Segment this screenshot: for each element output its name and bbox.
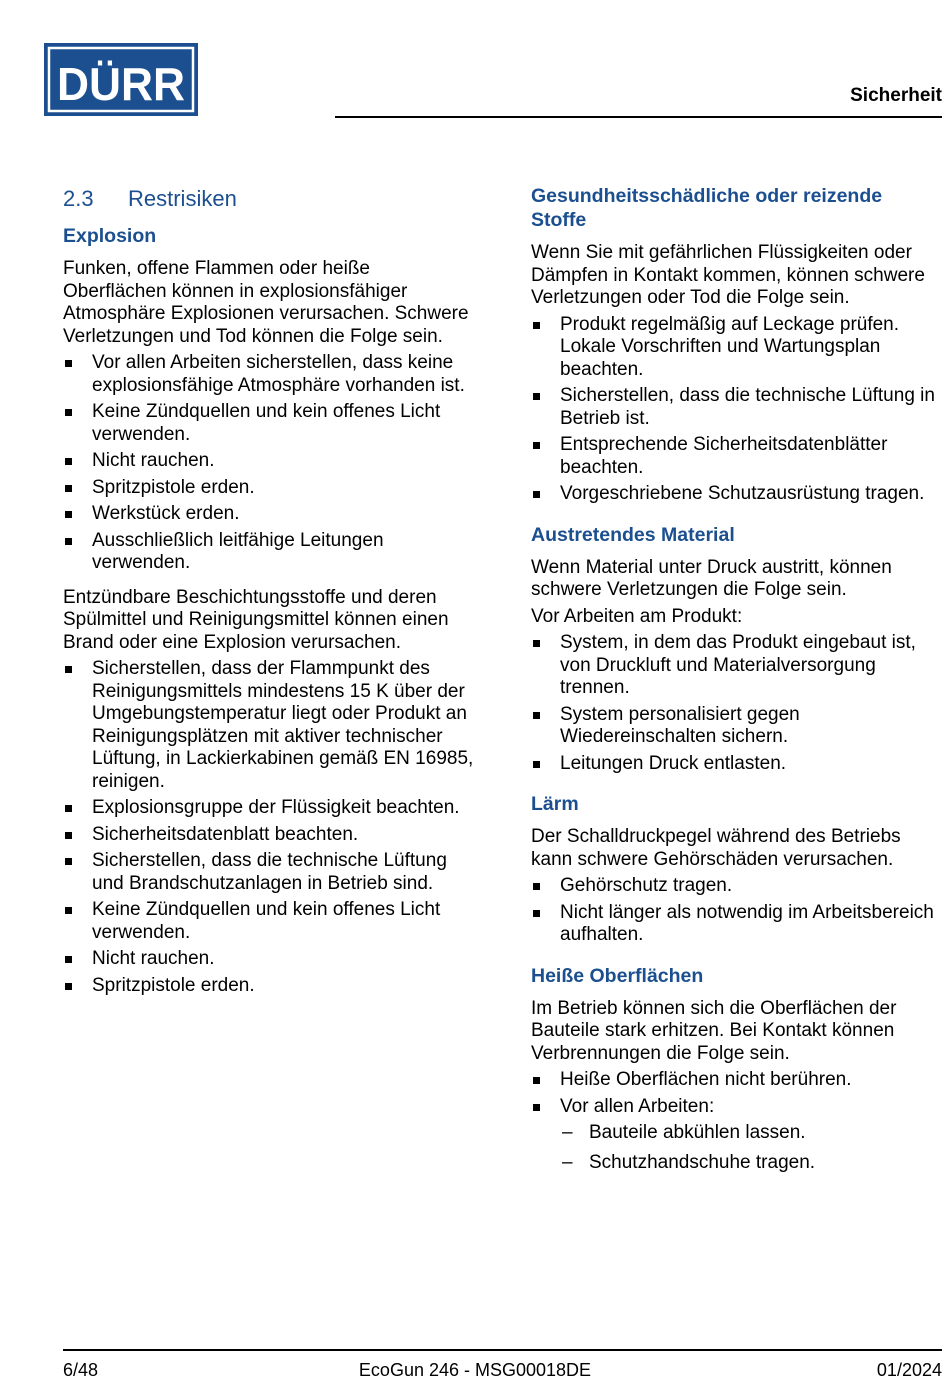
laerm-intro: Der Schalldruckpegel während des Betriebs kann schwere Gehörschäden verursachen. [531,826,901,870]
laerm-heading: Lärm [531,793,579,815]
list-item: Entsprechende Sicherheitsdatenblätter beachten. [531,434,941,479]
explosion-list [63,352,478,575]
heiss-list [531,1069,941,1118]
gesundheit-list [531,314,941,506]
list-item: Nicht rauchen. [63,948,478,971]
explosion-intro-2: Entzündbare Beschichtungsstoffe und deren Spülmittel und Reinigungsmittel können einen Brand oder eine Explosion verursachen. [63,586,449,653]
list-item: System, in dem das Produkt eingebaut ist, von Druckluft und Materialversorgung trennen. [531,632,941,700]
laerm-list [531,875,941,947]
footer-page: 6/48 [63,1360,99,1380]
list-item: Keine Zündquellen und kein offenes Licht verwenden. [63,401,478,446]
heiss-intro: Im Betrieb können sich die Oberflächen der Bauteile stark erhitzen. Bei Kontakt können Verbrennungen die Folge sein. [531,997,897,1064]
footer-date: 01/2024 [876,1360,942,1380]
gesundheit-intro: Wenn Sie mit gefährlichen Flüssigkeiten oder Dämpfen in Kontakt kommen, können schwere Verletzungen oder Tod die Folge sein. [531,242,925,308]
header-section-title: Sicherheit [850,85,942,106]
header-rule [335,116,942,118]
list-item: Nicht länger als notwendig im Arbeitsbereich aufhalten. [531,902,941,947]
list-item: Sicherstellen, dass die technische Lüftung in Betrieb ist. [531,385,941,430]
logo-text: DÜRR [57,58,185,110]
explosion-list-2 [63,658,478,997]
list-item: Spritzpistole erden. [63,477,478,500]
section-title: Restrisiken [128,186,237,211]
material-intro: Wenn Material unter Druck austritt, können schwere Verletzungen die Folge sein. [531,556,892,600]
list-item: Sicherstellen, dass die technische Lüftung und Brandschutzanlagen in Betrieb sind. [63,850,478,895]
duerr-logo [44,43,198,116]
list-item: Leitungen Druck entlasten. [531,753,941,776]
list-item: Sicherstellen, dass der Flammpunkt des Reinigungsmittels mindestens 15 K über der Umgebungstemperatur liegt oder Produkt an Reinigungsplätzen mit aktiver technischer Lüftung, in Lackierkabinen gemäß EN 16985, reinigen. [63,658,478,793]
section-number: 2.3 [63,186,94,211]
section-heading [63,184,478,214]
material-heading: Austretendes Material [531,523,735,546]
list-item: Vor allen Arbeiten sicherstellen, dass keine explosionsfähige Atmosphäre vorhanden ist. [63,352,478,397]
list-item: Heiße Oberflächen nicht berühren. [531,1069,941,1092]
list-item: Werkstück erden. [63,503,478,526]
heiss-heading: Heiße Oberflächen [531,964,704,987]
list-item: Produkt regelmäßig auf Leckage prüfen. Lokale Vorschriften und Wartungsplan beachten. [531,314,941,382]
left-column [63,184,478,1001]
list-item: Gehörschutz tragen. [531,875,941,898]
footer-rule [63,1349,942,1351]
right-column [531,184,941,1181]
list-item: Vor allen Arbeiten: [531,1096,941,1119]
heiss-sublist [531,1122,941,1174]
material-intro-2: Vor Arbeiten am Produkt: [531,605,743,627]
gesundheit-heading: Gesundheitsschädliche oder reizende Stoffe [531,185,883,231]
sublist-item: – Schutzhandschuhe tragen. [560,1152,941,1175]
sublist-item: – Bauteile abkühlen lassen. [560,1122,941,1145]
list-item: Ausschließlich leitfähige Leitungen verwenden. [63,530,478,575]
list-item: Keine Zündquellen und kein offenes Licht verwenden. [63,899,478,944]
explosion-heading: Explosion [63,225,157,247]
footer-doc: EcoGun 246 - MSG00018DE [358,1360,592,1380]
list-item: System personalisiert gegen Wiedereinschalten sichern. [531,704,941,749]
list-item: Spritzpistole erden. [63,975,478,998]
list-item: Nicht rauchen. [63,450,478,473]
list-item: Sicherheitsdatenblatt beachten. [63,824,478,847]
explosion-intro: Funken, offene Flammen oder heiße Oberflächen können in explosionsfähiger Atmosphäre Explosionen verursachen. Schwere Verletzungen und Tod können die Folge sein. [63,258,469,347]
list-item: Vorgeschriebene Schutzausrüstung tragen. [531,483,941,506]
material-list [531,632,941,775]
list-item: Explosionsgruppe der Flüssigkeit beachten. [63,797,478,820]
